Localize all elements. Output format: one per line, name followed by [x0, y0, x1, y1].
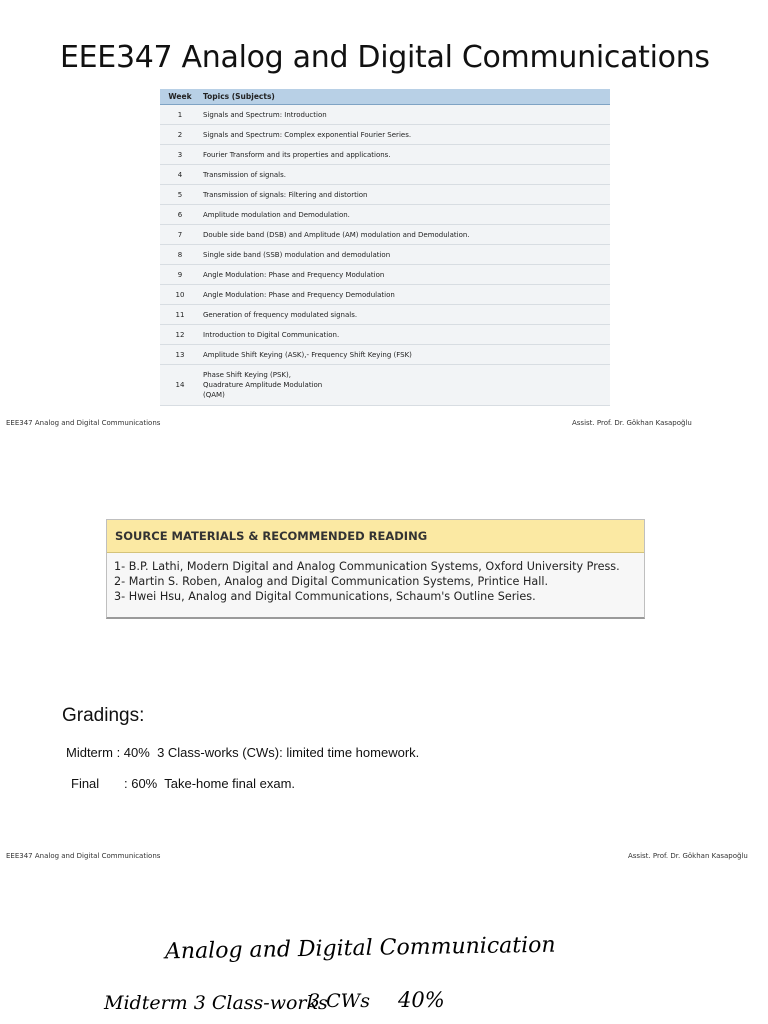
topic-cell: Angle Modulation: Phase and Frequency Demodulation: [200, 285, 610, 305]
topic-cell: Signals and Spectrum: Complex exponential Fourier Series.: [200, 125, 610, 145]
slide-title: EEE347 Analog and Digital Communications: [60, 40, 710, 75]
topic-cell: Generation of frequency modulated signals.: [200, 305, 610, 325]
table-header-row: [160, 89, 610, 105]
topic-cell: Transmission of signals.: [200, 165, 610, 185]
table-row: [160, 265, 610, 285]
topic-cell: [200, 365, 610, 406]
week-cell: 7: [160, 225, 200, 245]
source-item: 3- Hwei Hsu, Analog and Digital Communications, Schaum's Outline Series.: [114, 590, 536, 603]
topic-cell: Double side band (DSB) and Amplitude (AM) modulation and Demodulation.: [200, 225, 610, 245]
week-cell: 12: [160, 325, 200, 345]
source-materials-heading: SOURCE MATERIALS & RECOMMENDED READING: [107, 520, 644, 553]
topic-cell: Amplitude Shift Keying (ASK),- Frequency Shift Keying (FSK): [200, 345, 610, 365]
table-row: [160, 245, 610, 265]
grade-value: : 40%: [116, 745, 150, 760]
table-row: [160, 105, 610, 125]
topic-line: Phase Shift Keying (PSK),: [203, 371, 291, 379]
topics-column-header: Topics (Subjects): [200, 89, 610, 105]
footer-instructor: Assist. Prof. Dr. Gökhan Kasapoğlu: [628, 852, 748, 860]
topic-line: Quadrature Amplitude Modulation: [203, 381, 323, 389]
source-item: 1- B.P. Lathi, Modern Digital and Analog Communication Systems, Oxford University Press.: [114, 560, 620, 573]
week-cell: 14: [160, 365, 200, 406]
week-cell: 10: [160, 285, 200, 305]
handwritten-note-midterm: Midterm 3 Class-works: [104, 992, 328, 1014]
grade-label: Final: [71, 776, 100, 791]
grade-description: 3 Class-works (CWs): limited time homework.: [157, 745, 420, 760]
topic-cell: Introduction to Digital Communication.: [200, 325, 610, 345]
handwritten-note-percent: 40%: [398, 988, 445, 1012]
footer-course: EEE347 Analog and Digital Communications: [6, 419, 161, 427]
topic-cell: Angle Modulation: Phase and Frequency Modulation: [200, 265, 610, 285]
table-row: [160, 205, 610, 225]
table-row: [160, 285, 610, 305]
source-materials-box: [106, 519, 645, 619]
table-row: [160, 325, 610, 345]
grade-row-midterm: [66, 745, 419, 760]
week-cell: 5: [160, 185, 200, 205]
week-cell: 4: [160, 165, 200, 185]
week-cell: 8: [160, 245, 200, 265]
topic-cell: Fourier Transform and its properties and applications.: [200, 145, 610, 165]
footer-instructor: Assist. Prof. Dr. Gökhan Kasapoğlu: [572, 419, 692, 427]
topic-cell: Signals and Spectrum: Introduction: [200, 105, 610, 125]
grade-description: Take-home final exam.: [164, 776, 296, 791]
handwritten-note-title: Analog and Digital Communication: [164, 932, 556, 965]
topic-cell: Transmission of signals: Filtering and distortion: [200, 185, 610, 205]
week-cell: 1: [160, 105, 200, 125]
source-item: 2- Martin S. Roben, Analog and Digital Communication Systems, Printice Hall.: [114, 575, 548, 588]
table-row: [160, 365, 610, 406]
topic-line: (QAM): [203, 391, 225, 399]
table-row: [160, 225, 610, 245]
week-column-header: Week: [160, 89, 200, 105]
table-row: [160, 165, 610, 185]
table-row: [160, 145, 610, 165]
course-topics-table: [160, 89, 610, 406]
grade-label: Midterm: [66, 745, 113, 760]
week-cell: 13: [160, 345, 200, 365]
table-row: [160, 345, 610, 365]
footer-course: EEE347 Analog and Digital Communications: [6, 852, 161, 860]
gradings-heading: Gradings:: [62, 705, 145, 726]
grade-value: : 60%: [124, 776, 158, 791]
table-row: [160, 305, 610, 325]
topic-cell: Single side band (SSB) modulation and demodulation: [200, 245, 610, 265]
table-row: [160, 185, 610, 205]
table-row: [160, 125, 610, 145]
week-cell: 11: [160, 305, 200, 325]
topic-cell: Amplitude modulation and Demodulation.: [200, 205, 610, 225]
week-cell: 2: [160, 125, 200, 145]
handwritten-note-cws: 3 CWs: [308, 990, 370, 1012]
week-cell: 3: [160, 145, 200, 165]
grade-row-final: [66, 776, 295, 791]
week-cell: 6: [160, 205, 200, 225]
week-cell: 9: [160, 265, 200, 285]
